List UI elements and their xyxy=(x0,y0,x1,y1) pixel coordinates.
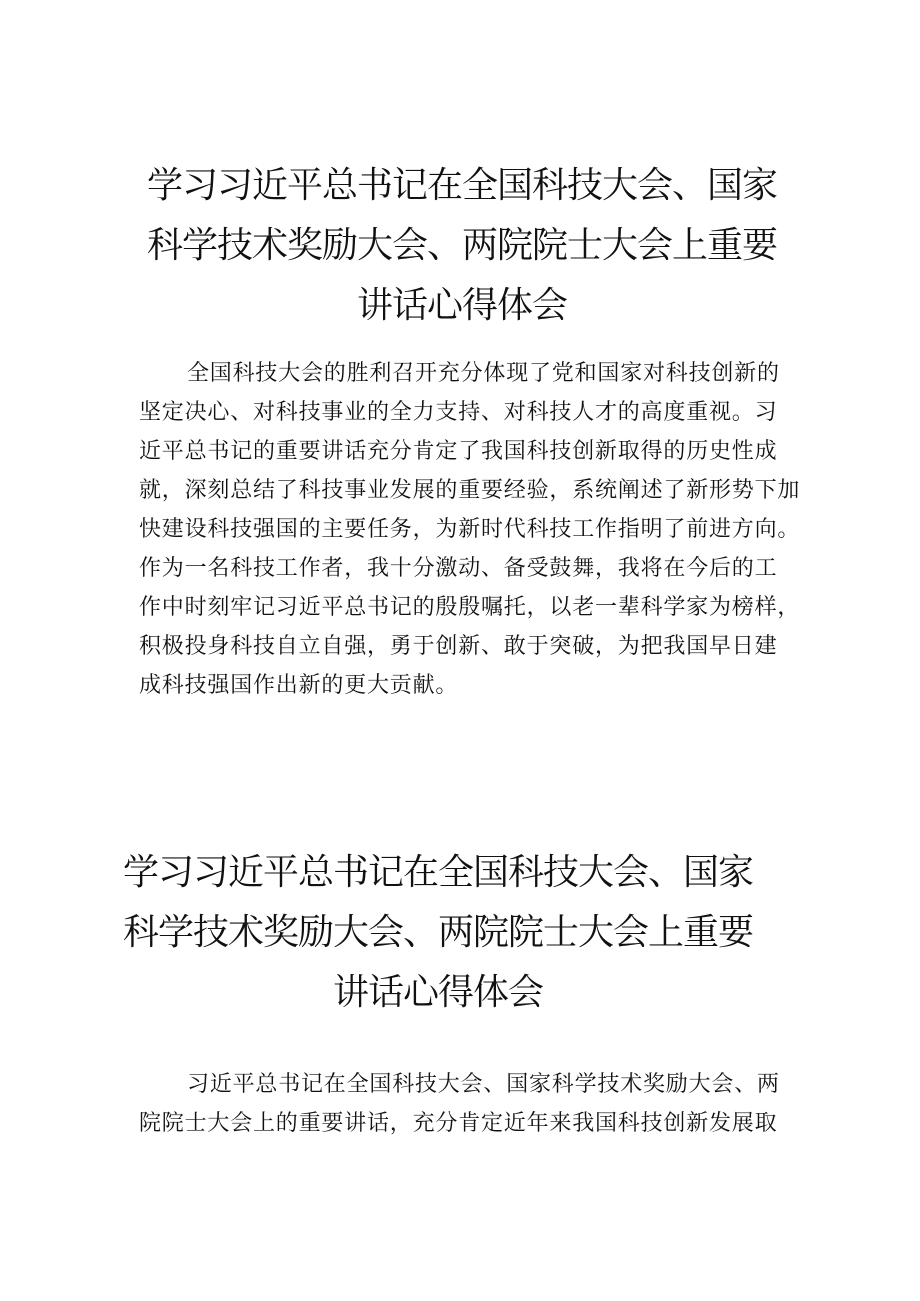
paragraph-line: 习近平总书记在全国科技大会、国家科学技术奖励大会、两 xyxy=(187,1072,780,1097)
paragraph-line: 作中时刻牢记习近平总书记的殷殷嘱托，以老一辈科学家为榜样， xyxy=(139,595,801,620)
paragraph-line: 就，深刻总结了科技事业发展的重要经验，系统阐述了新形势下加 xyxy=(139,478,801,503)
section-1-paragraph xyxy=(139,354,801,705)
section-2-title-line: 讲话心得体会 xyxy=(332,972,543,1013)
paragraph-line: 积极投身科技自立自强，勇于创新、敢于突破，为把我国早日建 xyxy=(139,634,778,659)
paragraph-line: 作为一名科技工作者，我十分激动、备受鼓舞，我将在今后的工 xyxy=(139,556,778,581)
section-1-title-line: 学习习近平总书记在全国科技大会、国家 xyxy=(146,165,777,206)
section-1-title xyxy=(0,156,920,336)
paragraph-line: 全国科技大会的胜利召开充分体现了党和国家对科技创新的 xyxy=(187,361,780,386)
section-1-title-line: 科学技术奖励大会、两院院士大会上重要 xyxy=(146,225,777,266)
section-2-paragraph xyxy=(139,1065,789,1143)
section-2-title-line: 科学技术奖励大会、两院院士大会上重要 xyxy=(122,912,753,953)
section-2-title xyxy=(0,843,876,1023)
paragraph-line: 快建设科技强国的主要任务，为新时代科技工作指明了前进方向。 xyxy=(139,517,801,542)
section-2-title-line: 学习习近平总书记在全国科技大会、国家 xyxy=(122,852,753,893)
paragraph-line: 坚定决心、对科技事业的全力支持、对科技人才的高度重视。习 xyxy=(139,400,778,425)
section-1-title-line: 讲话心得体会 xyxy=(356,285,567,326)
paragraph-line: 近平总书记的重要讲话充分肯定了我国科技创新取得的历史性成 xyxy=(139,439,778,464)
paragraph-line: 院院士大会上的重要讲话，充分肯定近年来我国科技创新发展取 xyxy=(139,1111,778,1136)
paragraph-line: 成科技强国作出新的更大贡献。 xyxy=(139,673,459,698)
